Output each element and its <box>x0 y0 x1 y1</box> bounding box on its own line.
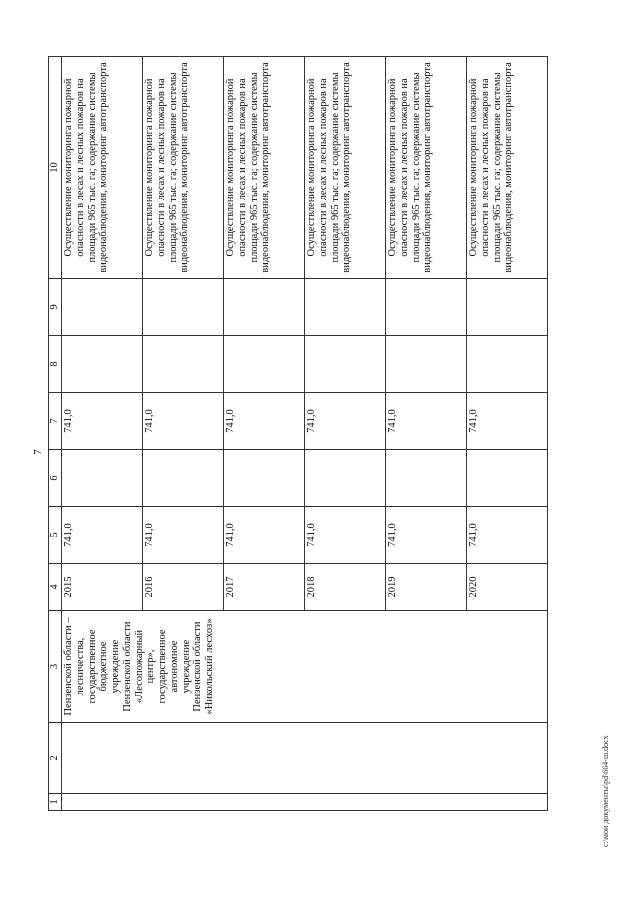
value-col8 <box>62 336 143 393</box>
value-col5: 741,0 <box>143 507 224 564</box>
value-col7: 741,0 <box>386 393 467 450</box>
value-col9 <box>143 279 224 336</box>
col-header-7: 7 <box>49 393 62 450</box>
value-col5: 741,0 <box>305 507 386 564</box>
column-number-row <box>49 57 62 811</box>
value-col7: 741,0 <box>143 393 224 450</box>
file-path-footer: c:\мои документы\pd\664-ш.docx <box>601 735 610 847</box>
col-header-4: 4 <box>49 564 62 611</box>
cell-col2 <box>62 723 548 794</box>
year-cell: 2018 <box>305 564 386 611</box>
col-header-10: 10 <box>49 57 62 279</box>
value-col9 <box>386 279 467 336</box>
document-page <box>30 57 610 847</box>
value-col7: 741,0 <box>62 393 143 450</box>
value-col5: 741,0 <box>467 507 548 564</box>
value-col5: 741,0 <box>386 507 467 564</box>
year-cell: 2016 <box>143 564 224 611</box>
result-cell: Осуществление мониторинга пожарной опасности в лесах и лесных пожаров на площади 965 тыс. га; содержание системы видеонаблюдения, мониторинг автотранспорта <box>62 57 143 279</box>
value-col5: 741,0 <box>224 507 305 564</box>
result-cell: Осуществление мониторинга пожарной опасности в лесах и лесных пожаров на площади 965 тыс. га; содержание системы видеонаблюдения, мониторинг автотранспорта <box>386 57 467 279</box>
year-cell: 2015 <box>62 564 143 611</box>
value-col9 <box>467 279 548 336</box>
value-col6 <box>143 450 224 507</box>
result-cell: Осуществление мониторинга пожарной опасности в лесах и лесных пожаров на площади 965 тыс. га; содержание системы видеонаблюдения, мониторинг автотранспорта <box>305 57 386 279</box>
col-header-6: 6 <box>49 450 62 507</box>
col-header-9: 9 <box>49 279 62 336</box>
value-col9 <box>62 279 143 336</box>
value-col8 <box>386 336 467 393</box>
executor-cell: Пензенской области – лесничества, государственное бюджетное учреждение Пензенской области «Лесопожарный центр», государственное автономное учреждение Пензенской области «Никольский лесхоз» <box>62 611 548 723</box>
cell-col1 <box>62 794 548 811</box>
value-col6 <box>62 450 143 507</box>
value-col9 <box>305 279 386 336</box>
year-cell: 2019 <box>386 564 467 611</box>
col-header-2: 2 <box>49 723 62 794</box>
col-header-3: 3 <box>49 611 62 723</box>
program-table <box>48 56 548 811</box>
value-col8 <box>224 336 305 393</box>
value-col6 <box>224 450 305 507</box>
result-cell: Осуществление мониторинга пожарной опасности в лесах и лесных пожаров на площади 965 тыс. га; содержание системы видеонаблюдения, мониторинг автотранспорта <box>143 57 224 279</box>
year-cell: 2020 <box>467 564 548 611</box>
result-cell: Осуществление мониторинга пожарной опасности в лесах и лесных пожаров на площади 965 тыс. га; содержание системы видеонаблюдения, мониторинг автотранспорта <box>467 57 548 279</box>
value-col8 <box>143 336 224 393</box>
value-col7: 741,0 <box>305 393 386 450</box>
value-col6 <box>467 450 548 507</box>
value-col6 <box>305 450 386 507</box>
value-col6 <box>386 450 467 507</box>
col-header-1: 1 <box>49 794 62 811</box>
col-header-5: 5 <box>49 507 62 564</box>
value-col7: 741,0 <box>224 393 305 450</box>
value-col8 <box>305 336 386 393</box>
year-cell: 2017 <box>224 564 305 611</box>
value-col7: 741,0 <box>467 393 548 450</box>
result-cell: Осуществление мониторинга пожарной опасности в лесах и лесных пожаров на площади 965 тыс. га; содержание системы видеонаблюдения, мониторинг автотранспорта <box>224 57 305 279</box>
page-number: 7 <box>32 449 44 455</box>
value-col5: 741,0 <box>62 507 143 564</box>
col-header-8: 8 <box>49 336 62 393</box>
value-col9 <box>224 279 305 336</box>
value-col8 <box>467 336 548 393</box>
table-row <box>62 57 143 811</box>
